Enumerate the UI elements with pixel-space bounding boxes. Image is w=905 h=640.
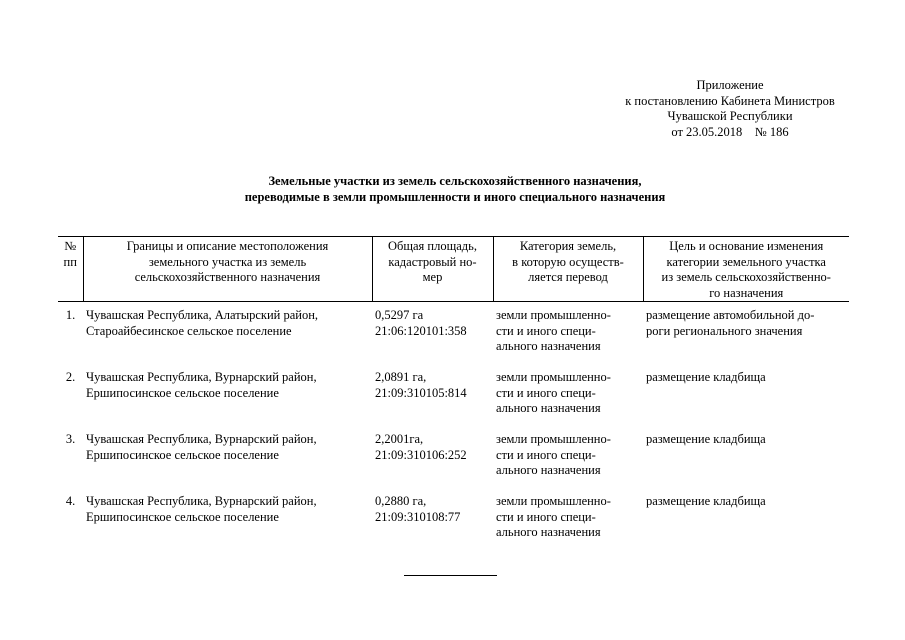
row-category (493, 490, 643, 552)
header-location (83, 237, 372, 302)
appendix-header (600, 78, 860, 140)
row-category (493, 366, 643, 428)
header-text: кадастровый но- (388, 254, 477, 269)
location-line: Староайбесинское сельское поселение (86, 323, 292, 338)
location-line: Ершипосинское сельское поселение (86, 447, 279, 462)
row-purpose (643, 366, 849, 428)
row-number: 3. (65, 432, 76, 446)
header-text: ляется перевод (528, 270, 608, 284)
header-text: сельскохозяйственного назначения (134, 270, 321, 284)
location-line: Ершипосинское сельское поселение (86, 385, 279, 400)
title-line-1: Земельные участки из земель сельскохозяйственного назначения, (268, 174, 642, 188)
category-line: ального назначения (496, 401, 601, 415)
document-title (180, 174, 730, 205)
purpose-line: размещение кладбища (646, 494, 766, 508)
row-number: 1. (65, 308, 76, 322)
row-purpose (643, 490, 849, 552)
row-number: 2. (65, 370, 76, 384)
category-line: ального назначения (496, 463, 601, 477)
header-number (58, 237, 83, 302)
title-line-2: переводимые в земли промышленности и иного специального назначения (244, 189, 666, 204)
header-text: в которую осуществ- (512, 254, 624, 269)
location-line: Ершипосинское сельское поселение (86, 509, 279, 524)
table-header-row (58, 237, 849, 302)
row-purpose (643, 302, 849, 367)
header-area (372, 237, 493, 302)
purpose-line: размещение автомобильной до- (646, 308, 815, 322)
table-row (58, 428, 849, 490)
row-area (372, 366, 493, 428)
header-text: земельного участка из земель (148, 254, 307, 269)
location-line: Чувашская Республика, Вурнарский район, (86, 494, 317, 508)
area-value: 2,2001га, (375, 432, 424, 446)
category-line: земли промышленно- (496, 370, 611, 384)
header-text: из земель сельскохозяйственно- (661, 270, 831, 284)
location-line: Чувашская Республика, Вурнарский район, (86, 432, 317, 446)
purpose-line: роги регионального значения (646, 323, 803, 338)
category-line: сти и иного специ- (496, 385, 596, 400)
appendix-date-number: от 23.05.2018 № 186 (671, 124, 789, 139)
location-line: Чувашская Республика, Вурнарский район, (86, 370, 317, 384)
category-line: сти и иного специ- (496, 509, 596, 524)
header-text: го назначения (709, 285, 784, 300)
table-row (58, 302, 849, 367)
category-line: сти и иного специ- (496, 447, 596, 462)
header-text: категории земельного участка (666, 254, 826, 269)
area-value: 0,2880 га, (375, 494, 427, 508)
category-line: земли промышленно- (496, 494, 611, 508)
header-text: Границы и описание местоположения (126, 239, 329, 253)
purpose-line: размещение кладбища (646, 432, 766, 446)
header-text: Общая площадь, (388, 239, 477, 253)
cadastral-number: 21:09:310106:252 (375, 447, 467, 462)
header-purpose (643, 237, 849, 302)
row-purpose (643, 428, 849, 490)
table-row (58, 490, 849, 552)
cadastral-number: 21:09:310105:814 (375, 385, 467, 400)
location-line: Чувашская Республика, Алатырский район, (86, 308, 319, 322)
category-line: ального назначения (496, 339, 601, 353)
category-line: сти и иного специ- (496, 323, 596, 338)
row-category (493, 428, 643, 490)
end-separator-line (404, 575, 497, 576)
header-text: № (64, 239, 77, 253)
appendix-republic: Чувашской Республики (667, 109, 793, 123)
category-line: земли промышленно- (496, 432, 611, 446)
cadastral-number: 21:09:310108:77 (375, 509, 461, 524)
row-area (372, 490, 493, 552)
row-category (493, 302, 643, 367)
appendix-resolution-ref: к постановлению Кабинета Министров (625, 93, 835, 108)
area-value: 2,0891 га, (375, 370, 427, 384)
category-line: ального назначения (496, 525, 601, 539)
purpose-line: размещение кладбища (646, 370, 766, 384)
row-location (83, 490, 372, 552)
category-line: земли промышленно- (496, 308, 611, 322)
table-row (58, 366, 849, 428)
row-location (83, 302, 372, 367)
row-location (83, 366, 372, 428)
row-location (83, 428, 372, 490)
header-text: Цель и основание изменения (669, 239, 824, 253)
row-number: 4. (65, 494, 76, 508)
row-area (372, 428, 493, 490)
cadastral-number: 21:06:120101:358 (375, 323, 467, 338)
header-text: мер (422, 270, 443, 284)
header-text: пп (63, 254, 77, 269)
row-area (372, 302, 493, 367)
header-text: Категория земель, (519, 239, 617, 253)
land-plots-table (58, 236, 849, 552)
area-value: 0,5297 га (375, 308, 424, 322)
header-category (493, 237, 643, 302)
appendix-label: Приложение (696, 78, 764, 92)
